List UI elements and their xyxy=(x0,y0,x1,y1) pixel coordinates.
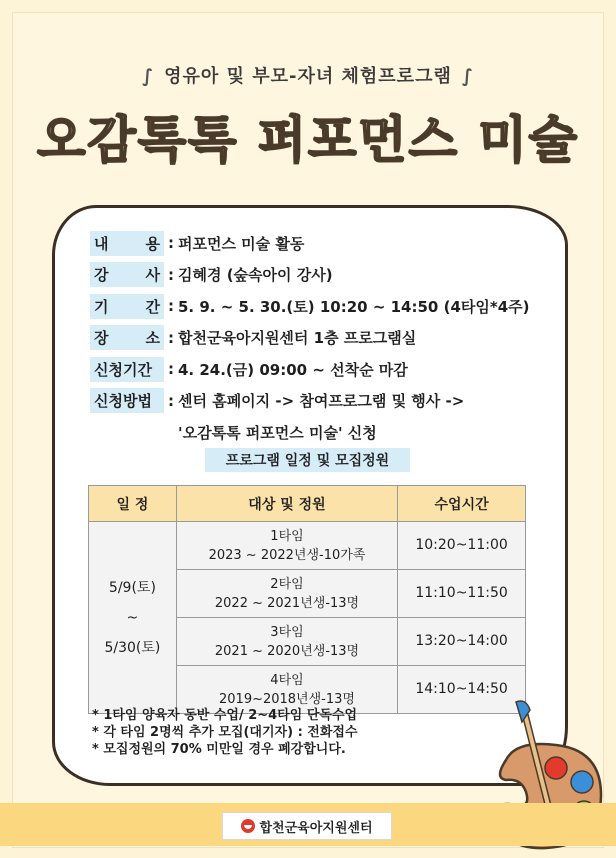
info-label: 기 간 xyxy=(90,294,164,319)
info-label: 장 소 xyxy=(90,325,164,350)
session-target: 2022 ~ 2021년생-13명 xyxy=(214,595,360,611)
notes xyxy=(92,707,358,758)
time-cell: 13:20~14:00 xyxy=(398,618,526,666)
info-label: 신청기간 xyxy=(90,357,164,382)
info-value: 퍼포먼스 미술 활동 xyxy=(178,234,305,253)
org-logo-icon xyxy=(241,819,255,833)
title-part-1: 오감 xyxy=(37,111,138,169)
target-cell xyxy=(176,522,397,570)
title-part-2: 톡톡 xyxy=(137,111,239,169)
info-row-apply-period: 신청기간 : 4. 24.(금) 09:00 ~ 선착순 마감 xyxy=(90,354,560,384)
session-target: 2019~2018년생-13명 xyxy=(219,691,355,707)
header-target: 대상 및 정원 xyxy=(176,486,397,522)
info-row-apply-method: 신청방법 : 센터 홈페이지 -> 참여프로그램 및 행사 -> xyxy=(90,386,560,416)
date-start: 5/9(토) xyxy=(108,579,156,596)
note-item: * 각 타임 2명씩 추가 모집(대기자) : 전화접수 xyxy=(92,725,358,740)
info-row-period: 기 간 : 5. 9. ~ 5. 30.(토) 10:20 ~ 14:50 (4타임*4주) xyxy=(90,291,560,321)
info-row-place: 장 소 : 합천군육아지원센터 1층 프로그램실 xyxy=(90,323,560,353)
info-value: 4. 24.(금) 09:00 ~ 선착순 마감 xyxy=(178,360,408,379)
table-row xyxy=(89,522,526,570)
table-header-row xyxy=(89,486,526,522)
date-end: 5/30(토) xyxy=(104,639,161,656)
program-subtitle xyxy=(0,62,616,88)
session-target: 2023 ~ 2022년생-10가족 xyxy=(208,547,366,563)
info-row-instructor: 강 사 : 김혜경 (숲속아이 강사) xyxy=(90,260,560,290)
info-label: 내 용 xyxy=(90,231,164,256)
time-cell: 14:10~14:50 xyxy=(398,666,526,714)
session-target: 2021 ~ 2020년생-13명 xyxy=(214,643,360,659)
info-value: 김혜경 (숲속아이 강사) xyxy=(178,266,333,284)
session-name: 2타임 xyxy=(270,576,304,592)
header-time: 수업시간 xyxy=(398,486,526,522)
date-cell xyxy=(89,522,177,714)
squiggle-right-icon: ∫ xyxy=(461,66,474,87)
header-date: 일 정 xyxy=(89,486,177,522)
schedule-title: 프로그램 일정 및 모집정원 xyxy=(205,448,410,472)
session-name: 1타임 xyxy=(270,528,304,544)
session-name: 4타임 xyxy=(270,672,304,688)
info-value: 센터 홈페이지 -> 참여프로그램 및 행사 -> xyxy=(178,392,465,410)
target-cell xyxy=(176,570,397,618)
schedule-table xyxy=(88,485,526,714)
org-name: 합천군육아지원센터 xyxy=(259,820,373,836)
session-name: 3타임 xyxy=(270,624,304,640)
apply-method-continuation: '오감톡톡 퍼포먼스 미술' 신청 xyxy=(178,423,377,442)
info-label: 신청방법 xyxy=(90,388,164,413)
footer-org xyxy=(222,812,392,840)
title-part-4: 미술 xyxy=(478,111,579,169)
program-title xyxy=(0,100,616,172)
info-row-content: 내 용 : 퍼포먼스 미술 활동 xyxy=(90,228,560,258)
time-cell: 10:20~11:00 xyxy=(398,522,526,570)
info-value: 합천군육아지원센터 1층 프로그램실 xyxy=(178,329,417,347)
squiggle-left-icon: ∫ xyxy=(142,66,155,87)
note-item: * 1타임 양육자 동반 수업/ 2~4타임 단독수업 xyxy=(92,708,358,723)
info-label: 강 사 xyxy=(90,262,164,287)
note-item: * 모집정원의 70% 미만일 경우 폐강합니다. xyxy=(92,742,346,757)
info-value: 5. 9. ~ 5. 30.(토) 10:20 ~ 14:50 (4타임*4주) xyxy=(178,297,530,316)
time-cell: 11:10~11:50 xyxy=(398,570,526,618)
target-cell xyxy=(176,618,397,666)
subtitle-text: 영유아 및 부모-자녀 체험프로그램 xyxy=(164,66,452,87)
date-tilde: ~ xyxy=(126,609,139,626)
info-list xyxy=(90,228,560,447)
title-part-3: 퍼포먼스 xyxy=(238,111,479,169)
